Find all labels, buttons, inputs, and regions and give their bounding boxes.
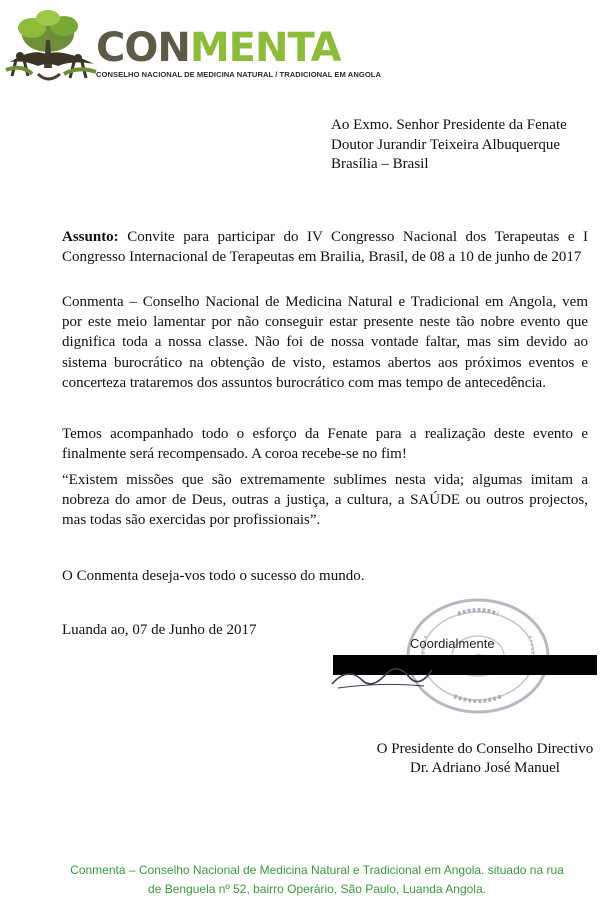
- addressee-line-1: Ao Exmo. Senhor Presidente da Fenate: [331, 117, 567, 133]
- subject-paragraph: [62, 227, 588, 267]
- body-paragraph-1: Conmenta – Conselho Nacional de Medicina Natural e Tradicional em Angola, vem por este meio lamentar por não conseguir estar presente neste tão nobre evento que dignifica toda a nossa classe. Não foi de nossa vontade faltar, mas sim devido ao sistema burocrático na obtenção de visto, estamos abertos aos próximos eventos e concerteza trataremos dos assuntos burocrático com mas tempo de antecedência.: [62, 294, 588, 391]
- footer-line-1: Conmenta – Conselho Nacional de Medicina Natural e Tradicional em Angola. situado na rua: [70, 863, 564, 877]
- closing-salutation: Coordialmente: [410, 636, 495, 651]
- president-name: Dr. Adriano José Manuel: [410, 760, 560, 776]
- tree-with-people-logo-icon: [2, 4, 98, 88]
- body-paragraph-4: O Conmenta deseja-vos todo o sucesso do mundo.: [62, 568, 365, 584]
- addressee-line-2: Doutor Jurandir Teixeira Albuquerque: [331, 136, 561, 153]
- body-paragraph-3-quote: “Existem missões que são extremamente sublimes nesta vida; algumas imitam a nobreza do amor de Deus, outras a justiça, a cultura, a SAÚDE ou outros projectos, mas todas são exercidas por profissionais”.: [62, 472, 588, 529]
- addressee-block: [331, 116, 567, 175]
- body-paragraph-2: Temos acompanhado todo o esforço da Fenate para a realização deste evento e finalmente será recompensado. A coroa recebe-se no fim!: [62, 426, 588, 463]
- handwritten-signature: [328, 660, 438, 694]
- president-block: [350, 740, 600, 778]
- addressee-line-3: Brasília – Brasil: [331, 156, 429, 172]
- president-title: O Presidente do Conselho Directivo: [376, 741, 594, 757]
- brand-suffix: MENTA: [189, 25, 341, 71]
- date-line: Luanda ao, 07 de Junho de 2017: [62, 622, 257, 638]
- footer-line-2: de Benguela nº 52, bairro Operário, São Paulo, Luanda Angola.: [148, 881, 486, 896]
- subject-text: Convite para participar do IV Congresso Nacional dos Terapeutas e I Congresso Internacional de Terapeutas em Brailia, Brasil, de 08 a 10 de junho de 2017: [62, 229, 588, 266]
- brand-tagline: CONSELHO NACIONAL DE MEDICINA NATURAL / TRADICIONAL EM ANGOLA: [96, 70, 381, 79]
- footer-address: [30, 861, 600, 898]
- subject-label: Assunto:: [62, 229, 119, 245]
- brand-prefix: CON: [96, 25, 190, 71]
- brand-name: [96, 25, 341, 71]
